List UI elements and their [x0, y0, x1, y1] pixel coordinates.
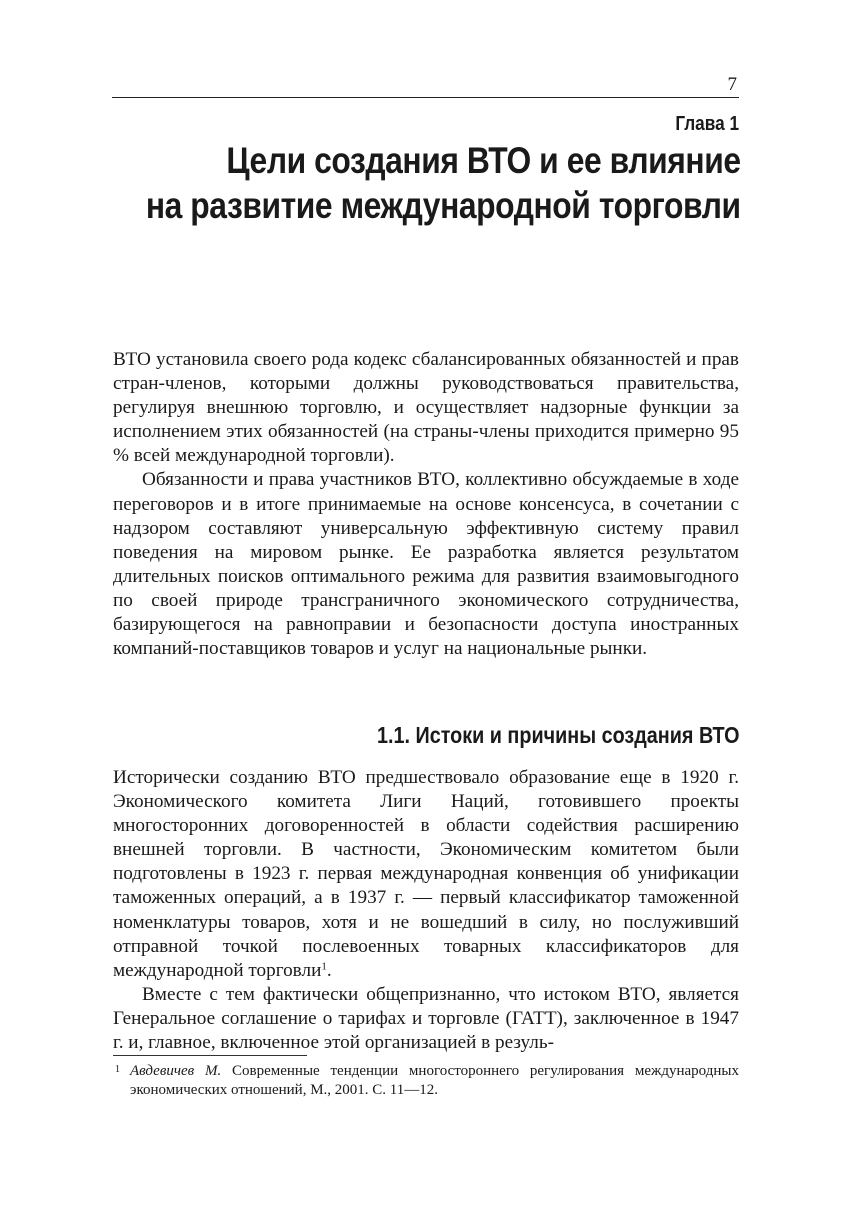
- footnote-number: 1: [115, 1064, 120, 1075]
- chapter-title-line-2: на развитие международной торговли: [146, 185, 741, 226]
- intro-paragraph-1: ВТО установила своего рода кодекс сбалансированных обязанностей и прав стран-членов, которыми должны руководствоваться правительства, регулируя внешнюю торговлю, и осуществляет надзорные функции за исполнением этих обязанностей (на страны-члены приходится примерно 95 % всей международной торговли).: [113, 349, 739, 467]
- intro-text: [113, 348, 739, 661]
- section-paragraph-1: [113, 766, 739, 983]
- section-paragraph-2: Вместе с тем фактически общепризнанно, что истоком ВТО, является Генеральное соглашение о тарифах и торговле (ГАТТ), заключенное в 1947 г. и, главное, включенное этой организацией в резуль-: [113, 983, 739, 1054]
- footnote-text: Современные тенденции многостороннего регулирования международных экономических отношений, М., 2001. С. 11—12.: [130, 1063, 739, 1098]
- section-paragraph-1-end: .: [326, 959, 332, 981]
- footnote: [113, 1062, 739, 1100]
- footnote-author: Авдевичев М.: [130, 1063, 222, 1079]
- header-rule: [112, 97, 739, 98]
- intro-paragraph-2: Обязанности и права участников ВТО, коллективно обсуждаемые в ходе переговоров и в итоге принимаемые на основе консенсуса, в сочетании с надзором составляют универсальную эффективную систему правил поведения на мировом рынке. Ее разработка является результатом длительных поисков оптимального режима для развития взаимовыгодного по своей природе трансграничного экономического сотрудничества, базирующегося на равноправии и безопасности доступа иностранных компаний-поставщиков товаров и услуг на национальные рынки.: [113, 469, 739, 660]
- chapter-title-line-1: Цели создания ВТО и ее влияние: [226, 140, 741, 181]
- footnote-reference[interactable]: 1: [321, 960, 327, 973]
- chapter-label: Глава 1: [675, 113, 739, 135]
- footnote-rule: [113, 1055, 307, 1056]
- section-paragraph-1-text: Исторически созданию ВТО предшествовало образование еще в 1920 г. Экономического комитета Лиги Наций, готовившего проекты многосторонних договоренностей в области содействия расширению внешней торговли. В частности, Экономическим комитетом были подготовлены в 1923 г. первая международная конвенция об унификации таможенных операций, а в 1937 г. — первый классификатор таможенной номенклатуры товаров, хотя и не вошедший в силу, но послуживший отправной точкой послевоенных товарных классификаторов для международной торговли: [113, 767, 739, 981]
- section-text: [113, 766, 739, 1055]
- section-heading: 1.1. Истоки и причины создания ВТО: [376, 722, 739, 748]
- chapter-title: [146, 138, 741, 228]
- page-number: 7: [727, 74, 737, 95]
